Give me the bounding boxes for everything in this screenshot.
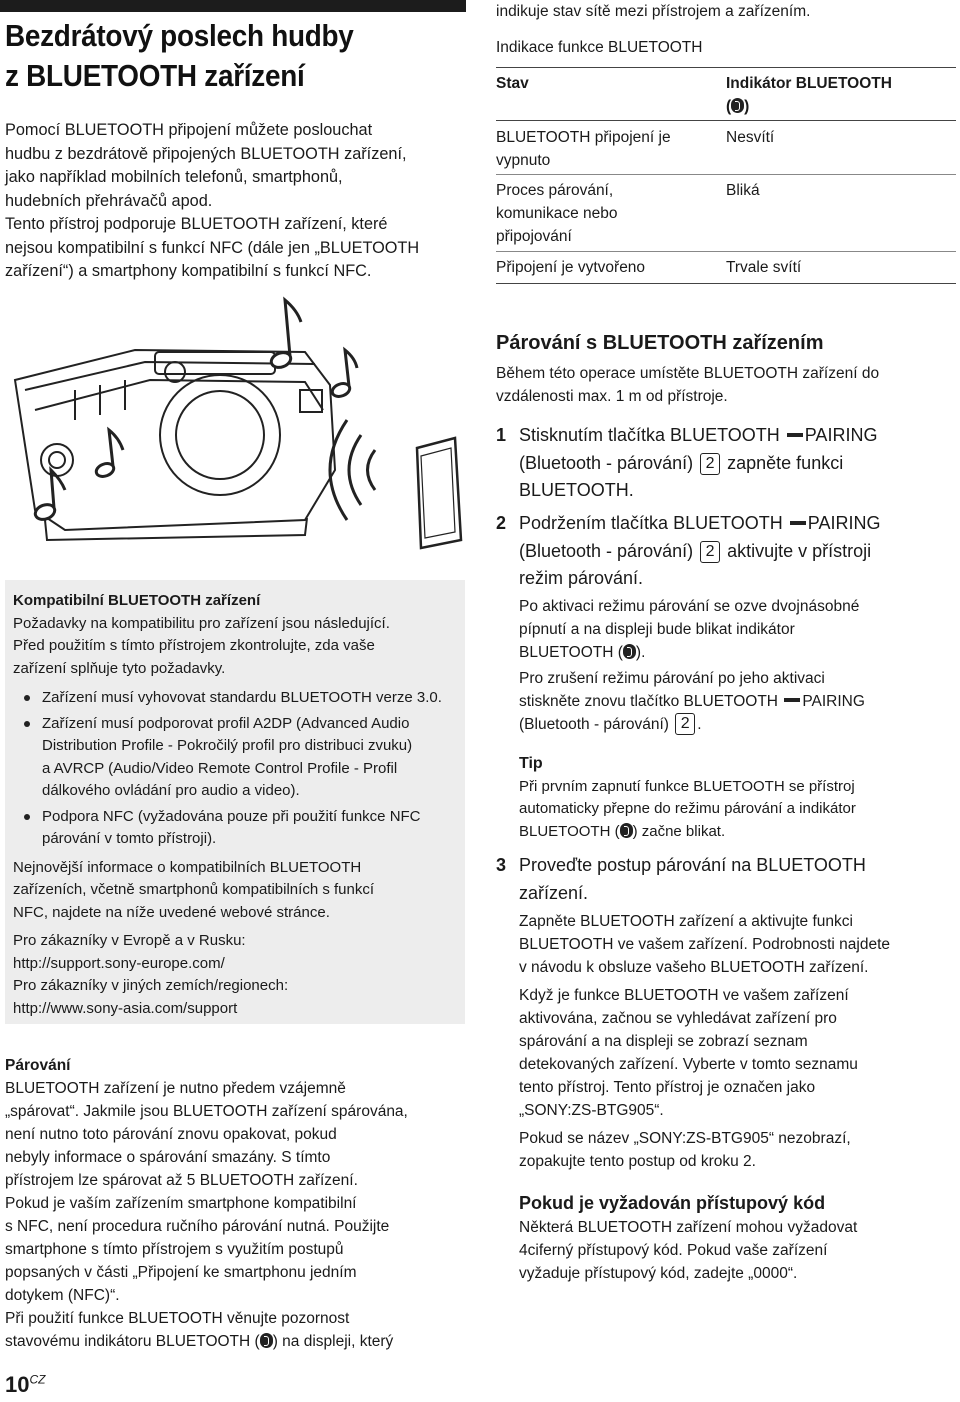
step-2: 2 Podržením tlačítka BLUETOOTH PAIRING (Bluetooth - párování) 2 aktivujte v přístroji režim párování. Po aktivaci režimu párování se ozve dvojnásobné pípnutí a na displeji bude blikat indikátor BLUETOOTH ( ). Pro zrušení režimu párování po jeho aktivaci stiskněte znovu tlačítko BLUETOOTH PAIRING (Bluetooth - párování) 2 . xyxy=(496,513,881,733)
table-row-rule xyxy=(496,251,956,252)
table-cell-indicator: Trvale svítí xyxy=(726,259,802,276)
button-number-badge: 2 xyxy=(700,453,720,475)
list-item: Podpora NFC (vyžadována pouze při použití funkce NFC párování v tomto přístroji). xyxy=(13,806,461,851)
dash-icon xyxy=(790,521,806,525)
page-title: Bezdrátový poslech hudby z BLUETOOTH zařízení xyxy=(5,18,354,93)
bluetooth-icon xyxy=(731,98,744,113)
table-cell-indicator: Bliká xyxy=(726,182,760,199)
boombox-icon xyxy=(15,350,335,530)
table-top-rule xyxy=(496,67,956,68)
table-title: Indikace funkce BLUETOOTH xyxy=(496,39,703,56)
passkey-section: Pokud je vyžadován přístupový kód Některá BLUETOOTH zařízení mohou vyžadovat 4ciferný přístupový kód. Pokud vaše zařízení vyžaduje přístupový kód, zadejte „0000“. xyxy=(519,1193,858,1282)
bluetooth-icon xyxy=(260,1333,273,1348)
intro-text: Pomocí BLUETOOTH připojení můžete poslouchat hudbu z bezdrátově připojených BLUETOOTH zařízení, jako například mobilních telefonů, smartphonů, hudebních přehrávačů apod. Tento přístroj podporuje BLUETOOTH zařízení, které nejsou kompatibilní s funkcí NFC (dále jen „BLUETOOTH zařízení“) a smartphony kompatibilní s funkcí NFC. xyxy=(5,121,420,280)
step-3: 3 Proveďte postup párování na BLUETOOTH zařízení. Zapněte BLUETOOTH zařízení a aktivujte funkci BLUETOOTH ve vašem zařízení. Podrobnosti najdete v návodu k obsluze vašeho BLUETOOTH zařízení. Když je funkce BLUETOOTH ve vašem zařízení aktivována, začnou se vyhledávat zařízení pro spárování a na displeji se zobrazí seznam detekovaných zařízení. Vyberte v tomto seznamu tento přístroj. Tento přístroj je označen jako „SONY:ZS-BTG905“. Pokud se název „SONY:ZS-BTG905“ nezobrazí, zopakujte tento postup od kroku 2. xyxy=(496,855,891,1170)
table-header-indicator: Indikátor BLUETOOTH ( ) xyxy=(726,75,892,115)
dash-icon xyxy=(787,433,803,437)
table-header-rule xyxy=(496,120,956,121)
dash-icon xyxy=(784,698,800,702)
table-row-rule xyxy=(496,174,956,175)
asia-support-link[interactable]: http://www.sony-asia.com/support xyxy=(13,999,238,1017)
bluetooth-icon xyxy=(623,644,636,659)
table-row: BLUETOOTH připojení je vypnuto xyxy=(496,129,671,169)
table-cell-indicator: Nesvítí xyxy=(726,129,775,146)
bluetooth-icon xyxy=(620,823,633,838)
button-number-badge: 2 xyxy=(675,713,695,735)
section-title: Párování s BLUETOOTH zařízením xyxy=(496,332,824,354)
page-number: $10^{CZ}$ xyxy=(5,1372,46,1397)
table-bottom-rule xyxy=(496,283,956,284)
pairing-title: Párování xyxy=(5,1057,71,1074)
table-row: Připojení je vytvořeno xyxy=(496,259,646,276)
list-item: Zařízení musí podporovat profil A2DP (Advanced Audio Distribution Profile - Pokročilý profil pro distribuci zvuku) a AVRCP (Audio/Video Remote Control Profile - Profil dálkového ovládání pro audio a video). xyxy=(13,713,461,803)
list-item: Zařízení musí vyhovovat standardu BLUETOOTH verze 3.0. xyxy=(13,687,461,710)
step-1: 1 Stisknutím tlačítka BLUETOOTH PAIRING (Bluetooth - párování) 2 zapněte funkci BLUETOOTH. xyxy=(496,425,878,500)
table-row: Proces párování, komunikace nebo připojování xyxy=(496,182,618,245)
button-number-badge: 2 xyxy=(700,541,720,563)
section-intro: Během této operace umístěte BLUETOOTH zařízení do vzdálenosti max. 1 m od přístroje. xyxy=(496,365,880,405)
pairing-section: Párování BLUETOOTH zařízení je nutno předem vzájemně „spárovat“. Jakmile jsou BLUETOOTH zařízení spárována, není nutno toto párování znovu opakovat, pokud nebyly informace o spárování smazány. S tímto přístrojem lze spárovat až 5 BLUETOOTH zařízení. Pokud je vaším zařízením smartphone kompatibilní s NFC, není procedura ručního párování nutná. Použijte smartphone s tímto přístrojem s využitím postupů popsaných v části „Připojení ke smartphonu jedním dotykem (NFC)“. Při použití funkce BLUETOOTH věnujte pozornost stavovému indikátoru BLUETOOTH ( ) na displeji, který xyxy=(5,1054,467,1353)
boombox-smartphone-illustration xyxy=(5,290,467,582)
europe-support-link[interactable]: http://support.sony-europe.com/ xyxy=(13,954,225,972)
compatibility-box: Kompatibilní BLUETOOTH zařízení Požadavky na kompatibilitu pro zařízení jsou následující. Před použitím s tímto přístrojem zkontrolujte, zda vaše zařízení splňuje tyto požadavky. Zařízení musí vyhovovat standardu BLUETOOTH verze 3.0. Zařízení musí podporovat profil A2DP (Advanced Audio Distribution Profile - Pokročilý profil pro distribuci zvuku) a AVRCP (Audio/Video Remote Control Profile - Profil dálkového ovládání pro audio a video). Podpora NFC (vyžadována pouze při použití funkce NFC párování v tomto přístroji). Nejnovější informace o kompatibilních BLUETOOTH zařízeních, včetně smartphonů kompatibilních s funkcí NFC, najdete na níže uvedené webové stránce. Pro zákazníky v Evropě a v Rusku: http://support.sony-europe.com/ Pro zákazníky v jiných zemích/regionech: http://www.sony-asia.com/support xyxy=(5,580,465,1024)
header-bar xyxy=(0,0,466,12)
tip-box: Tip Při prvním zapnutí funkce BLUETOOTH se přístroj automaticky přepne do režimu párování a indikátor BLUETOOTH ( ) začne blikat. xyxy=(519,755,856,840)
table-header-state: Stav xyxy=(496,75,529,92)
compatibility-title: Kompatibilní BLUETOOTH zařízení xyxy=(13,592,261,609)
network-status-line: indikuje stav sítě mezi přístrojem a zařízením. xyxy=(496,3,811,20)
